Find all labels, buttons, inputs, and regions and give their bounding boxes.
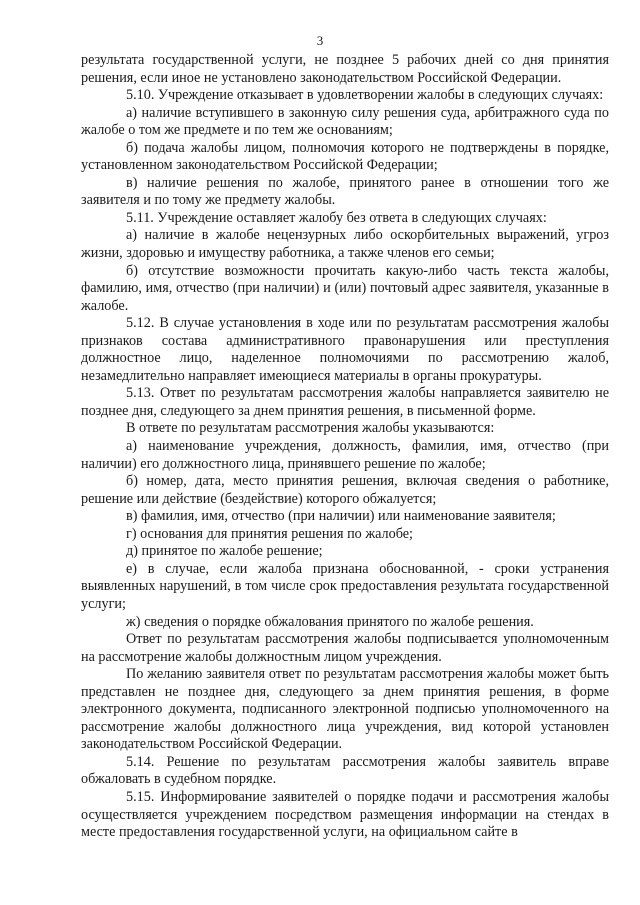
paragraph: В ответе по результатам рассмотрения жалобы указываются: xyxy=(126,420,495,437)
paragraph: 5.10. Учреждение отказывает в удовлетворении жалобы в следующих случаях: xyxy=(126,87,604,104)
paragraph: б) подача жалобы лицом, полномочия которого не подтверждены в порядке, установленном законодательством Российской Федерации; xyxy=(81,139,609,174)
page-number: 3 xyxy=(316,33,324,48)
document-body xyxy=(81,52,609,842)
paragraph: в) наличие решения по жалобе, принятого ранее в отношении того же заявителя и по тому же предмету жалобы. xyxy=(81,174,609,209)
paragraph: е) в случае, если жалоба признана обоснованной, - сроки устранения выявленных нарушений, в том числе срок предоставления результата государственной услуги; xyxy=(81,560,609,612)
paragraph: а) наличие вступившего в законную силу решения суда, арбитражного суда по жалобе о том же предмете и по тем же основаниям; xyxy=(81,104,609,139)
paragraph: 5.15. Информирование заявителей о порядке подачи и рассмотрения жалобы осуществляется учреждением посредством размещения информации на стендах в месте предоставления государственной услуги, на официальном сайте в xyxy=(81,788,609,841)
paragraph: ж) сведения о порядке обжалования принятого по жалобе решения. xyxy=(126,613,534,630)
paragraph: б) отсутствие возможности прочитать какую-либо часть текста жалобы, фамилию, имя, отчество (при наличии) и (или) почтовый адрес заявителя, указанные в жалобе. xyxy=(81,262,609,314)
paragraph: 5.14. Решение по результатам рассмотрения жалобы заявитель вправе обжаловать в судебном порядке. xyxy=(81,753,609,788)
paragraph: 5.11. Учреждение оставляет жалобу без ответа в следующих случаях: xyxy=(126,209,547,226)
paragraph: 5.12. В случае установления в ходе или по результатам рассмотрения жалобы признаков состава административного правонарушения или преступления должностное лицо, наделенное полномочиями по рассмотрению жалоб, незамедлительно направляет имеющиеся материалы в органы прокуратуры. xyxy=(81,315,609,384)
paragraph: Ответ по результатам рассмотрения жалобы подписывается уполномоченным на рассмотрение жалобы должностным лицом учреждения. xyxy=(81,631,609,665)
paragraph: По желанию заявителя ответ по результатам рассмотрения жалобы может быть представлен не позднее дня, следующего за днем принятия решения, в форме электронного документа, подписанного электронной подписью уполномоченного на рассмотрение жалобы должностного лица учреждения, вид которой установлен законодательством Российской Федерации. xyxy=(81,666,609,753)
paragraph: д) принятое по жалобе решение; xyxy=(126,543,323,560)
paragraph: а) наименование учреждения, должность, фамилия, имя, отчество (при наличии) его должностного лица, принявшего решение по жалобе; xyxy=(81,438,609,472)
paragraph: 5.13. Ответ по результатам рассмотрения жалобы направляется заявителю не позднее дня, следующего за днем принятия решения, в письменной форме. xyxy=(81,385,609,419)
paragraph: б) номер, дата, место принятия решения, включая сведения о работнике, решение или действие (бездействие) которого обжалуется; xyxy=(81,473,609,507)
paragraph: результата государственной услуги, не позднее 5 рабочих дней со дня принятия решения, если иное не установлено законодательством Российской Федерации. xyxy=(81,52,609,86)
paragraph: а) наличие в жалобе нецензурных либо оскорбительных выражений, угроз жизни, здоровью и имуществу работника, а также членов его семьи; xyxy=(81,227,609,262)
paragraph: в) фамилия, имя, отчество (при наличии) или наименование заявителя; xyxy=(126,508,556,525)
paragraph: г) основания для принятия решения по жалобе; xyxy=(126,525,413,542)
